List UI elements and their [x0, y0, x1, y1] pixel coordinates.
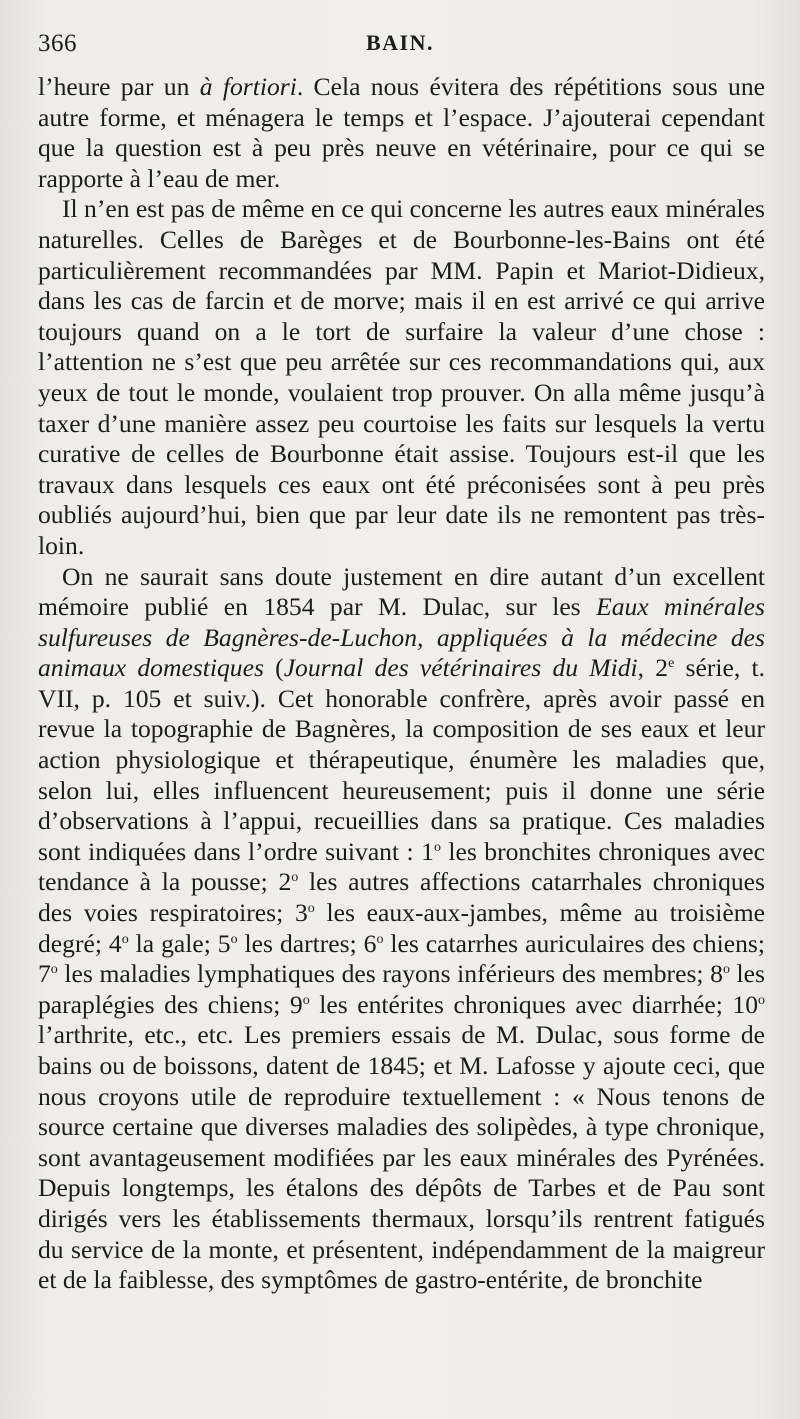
superscript: o — [433, 839, 441, 855]
body-text — [38, 72, 765, 1296]
superscript: o — [302, 992, 310, 1008]
italic-run: à fortiori — [199, 72, 297, 101]
superscript: o — [121, 931, 129, 947]
text-run: les autres affections catarrhales chroniques des voies respiratoires; 3 — [38, 867, 765, 928]
page-header — [38, 30, 762, 66]
superscript: e — [668, 656, 675, 672]
text-run: les paraplégies des chiens; 9 — [38, 959, 765, 1019]
text-run: l’heure par un — [38, 72, 200, 101]
text-run: les eaux-aux-jambes, même au troisième degré; 4 — [38, 898, 765, 958]
superscript: o — [376, 931, 384, 947]
italic-run-journal-title: Journal des vétérinaires du Midi — [283, 653, 638, 683]
text-run: les bronchites chroniques avec tendance à la pousse; 2 — [38, 836, 766, 897]
paragraph-dulac-memoir — [38, 562, 765, 1296]
paragraph-continuation — [38, 72, 765, 194]
page-number: 366 — [38, 30, 77, 57]
italic-run-memoir-title: Eaux minérales sulfureuses de Bagnères-de-Luchon, appliquées à la médecine des animaux domestiques — [38, 592, 766, 683]
superscript: o — [291, 870, 299, 886]
text-run: . Cela nous évitera des répétitions sous une autre forme, et ménagera le temps et l’espace. J’ajouterai cependant que la question est à peu près neuve en vétérinaire, pour ce qui se rapporte à l’eau de mer. — [38, 72, 766, 193]
text-run: les dartres; 6 — [237, 928, 377, 958]
text-run: , 2 — [637, 653, 669, 683]
text-run: l’arthrite, etc., etc. Les premiers essais de M. Dulac, sous forme de bains ou de boissons, datent de 1845; et M. Lafosse y ajoute ceci, que nous croyons utile de reproduire textuellement : « Nous tenons de source certaine que diverses maladies des solipèdes, à type chronique, sont avantageusement modifiées par les eaux minérales des Pyrénées. Depuis longtemps, les étalons des dépôts de Tarbes et de Pau sont dirigés vers les établissements thermaux, lorsqu’ils rentrent fatigués du service de la monte, et présentent, indépendamment de la maigreur et de la faiblesse, des symptômes de gastro-entérite, de bronchite — [38, 1020, 765, 1295]
text-run: ( — [263, 653, 284, 683]
superscript: o — [722, 962, 730, 978]
running-head: BAIN. — [365, 30, 434, 55]
text-run: les maladies lymphatiques des rayons inférieurs des membres; 8 — [57, 959, 723, 989]
superscript: o — [50, 962, 58, 978]
text-run: série, t. VII, p. 105 et suiv.). Cet honorable confrère, après avoir passé en revue la topographie de Bagnères, la composition de ses eaux et leur action physiologique et thérapeutique, énumère les maladies que, selon lui, elles influencent heureusement; puis il donne une série d’observations à l’appui, recueillies dans sa pratique. Ces maladies sont indiquées dans l’ordre suivant : 1 — [38, 653, 765, 866]
text-run: la gale; 5 — [128, 928, 231, 958]
text-run: les entérites chroniques avec diarrhée; 10 — [309, 989, 758, 1019]
superscript: o — [307, 901, 315, 917]
paragraph-mineral-waters: Il n’en est pas de même en ce qui concerne les autres eaux minérales naturelles. Celles de Barèges et de Bourbonne-les-Bains ont été particulièrement recommandées par MM. Papin et Mariot-Didieux, dans les cas de farcin et de morve; mais il en est arrivé ce qui arrive toujours quand on a le tort de surfaire la valeur d’une chose : l’attention ne s’est que peu arrêtée sur ces recommandations qui, aux yeux de tout le monde, voulaient trop prouver. On alla même jusqu’à taxer d’une manière assez peu courtoise les faits sur lesquels la vertu curative de celles de Bourbonne était assise. Toujours est-il que les travaux dans lesquels ces eaux ont été préconisées sont à peu près oubliés aujourd’hui, bien que par leur date ils ne remontent pas très-loin. — [38, 194, 765, 560]
superscript: o — [758, 992, 765, 1008]
superscript: o — [230, 931, 238, 947]
text-run: On ne saurait sans doute justement en dire autant d’un excellent mémoire publié en 1854 par M. Dulac, sur les — [38, 561, 765, 622]
text-run: les catarrhes auriculaires des chiens; 7 — [38, 928, 765, 989]
